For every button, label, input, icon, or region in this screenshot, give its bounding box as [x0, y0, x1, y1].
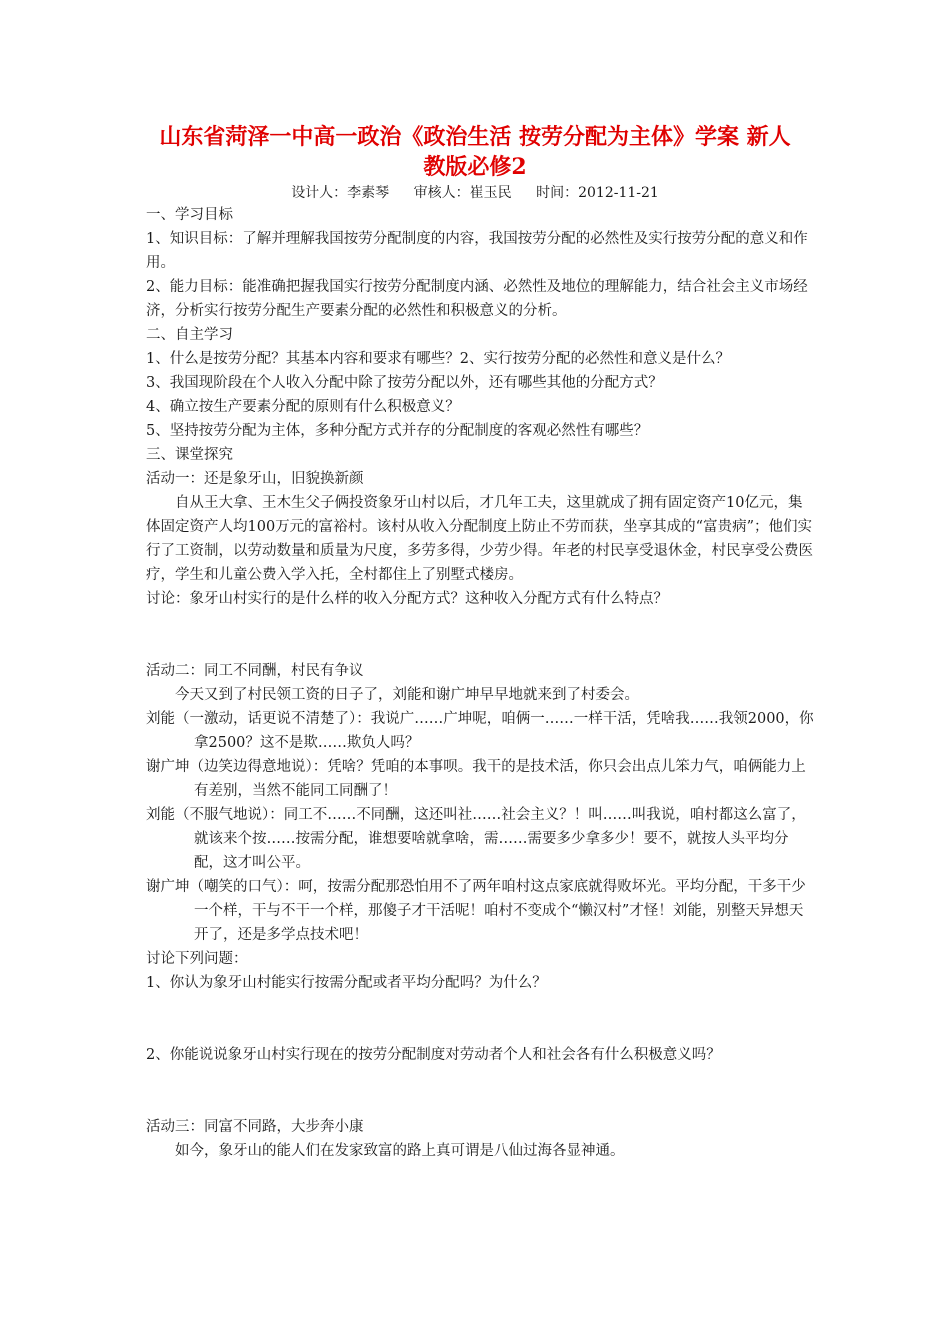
document-title-line1: 山东省菏泽一中高一政治《政治生活 按劳分配为主体》学案 新人: [159, 124, 791, 150]
activity1-title: 活动一：还是象牙山，旧貌换新颜: [146, 471, 364, 487]
section-heading-self-study: 二、自主学习: [146, 327, 233, 343]
dialogue-line: 谢广坤（边笑边得意地说）：凭啥？凭咱的本事呗。我干的是技术活，你只会出点儿笨力气，咱俩能力上有差别，当然不能同工同酬了！: [146, 759, 806, 799]
activity3-title: 活动三：同富不同路，大步奔小康: [146, 1119, 364, 1135]
activity1-discussion: 讨论：象牙山村实行的是什么样的收入分配方式？这种收入分配方式有什么特点？: [146, 591, 668, 607]
activity2-intro: 今天又到了村民领工资的日子了，刘能和谢广坤早早地就来到了村委会。: [175, 687, 639, 703]
section-heading-inquiry: 三、课堂探究: [146, 447, 233, 463]
document-body: [146, 203, 814, 1163]
activity2-question: 2、你能说说象牙山村实行现在的按劳分配制度对劳动者个人和社会各有什么积极意义吗？: [146, 1047, 721, 1063]
dialogue-line: 谢广坤（嘲笑的口气）：呵，按需分配那恐怕用不了两年咱村这点家底就得败坏光。平均分配，干多干少一个样，干与不干一个样，那傻子才干活呢！咱村不变成个“懒汉村”才怪！刘能，别整天异想天开了，还是多学点技术吧！: [146, 879, 806, 943]
document-title-line2: 教版必修2: [423, 154, 527, 180]
activity3-paragraph: 如今，象牙山的能人们在发家致富的路上真可谓是八仙过海各显神通。: [175, 1143, 625, 1159]
answer-space: [146, 995, 814, 1043]
goal-ability: 2、能力目标：能准确把握我国实行按劳分配制度内涵、必然性及地位的理解能力，结合社会主义市场经济，分析实行按劳分配生产要素分配的必然性和积极意义的分析。: [146, 279, 808, 319]
activity2-title: 活动二：同工不同酬，村民有争议: [146, 663, 364, 679]
goal-knowledge: 1、知识目标：了解并理解我国按劳分配制度的内容，我国按劳分配的必然性及实行按劳分配的意义和作用。: [146, 231, 808, 271]
self-study-question: 5、坚持按劳分配为主体，多种分配方式并存的分配制度的客观必然性有哪些？: [146, 423, 649, 439]
dialogue-line: 刘能（一激动，话更说不清楚了）：我说广……广坤呢，咱俩一……一样干活，凭啥我……我领2000，你拿2500？这不是欺……欺负人吗？: [146, 711, 814, 751]
dialogue-line: 刘能（不服气地说）：同工不……不同酬，这还叫社……社会主义？！叫……叫我说，咱村都这么富了，就该来个按……按需分配，谁想要啥就拿啥，需……需要多少拿多少！要不，就按人头平均分配，这才叫公平。: [146, 807, 806, 871]
activity2-question: 1、你认为象牙山村能实行按需分配或者平均分配吗？为什么？: [146, 975, 547, 991]
activity2-discussion-heading: 讨论下列问题：: [146, 951, 248, 967]
designer-label: 设计人：李素琴: [291, 185, 390, 201]
date-label: 时间：2012-11-21: [536, 185, 659, 201]
self-study-question: 4、确立按生产要素分配的原则有什么积极意义？: [146, 399, 460, 415]
self-study-question: 3、我国现阶段在个人收入分配中除了按劳分配以外，还有哪些其他的分配方式？: [146, 375, 663, 391]
answer-space: [146, 611, 814, 659]
reviewer-label: 审核人：崔玉民: [413, 185, 512, 201]
document-meta: [0, 182, 950, 202]
section-heading-goals: 一、学习目标: [146, 207, 233, 223]
answer-space: [146, 1067, 814, 1115]
self-study-question: 1、什么是按劳分配？其基本内容和要求有哪些？2、实行按劳分配的必然性和意义是什么？: [146, 351, 730, 367]
activity1-paragraph: 自从王大拿、王木生父子俩投资象牙山村以后，才几年工夫，这里就成了拥有固定资产10亿元，集体固定资产人均100万元的富裕村。该村从收入分配制度上防止不劳而获，坐享其成的“富贵病”；他们实行了工资制，以劳动数量和质量为尺度，多劳多得，少劳少得。年老的村民享受退休金，村民享受公费医疗，学生和儿童公费入学入托，全村都住上了别墅式楼房。: [146, 495, 813, 583]
